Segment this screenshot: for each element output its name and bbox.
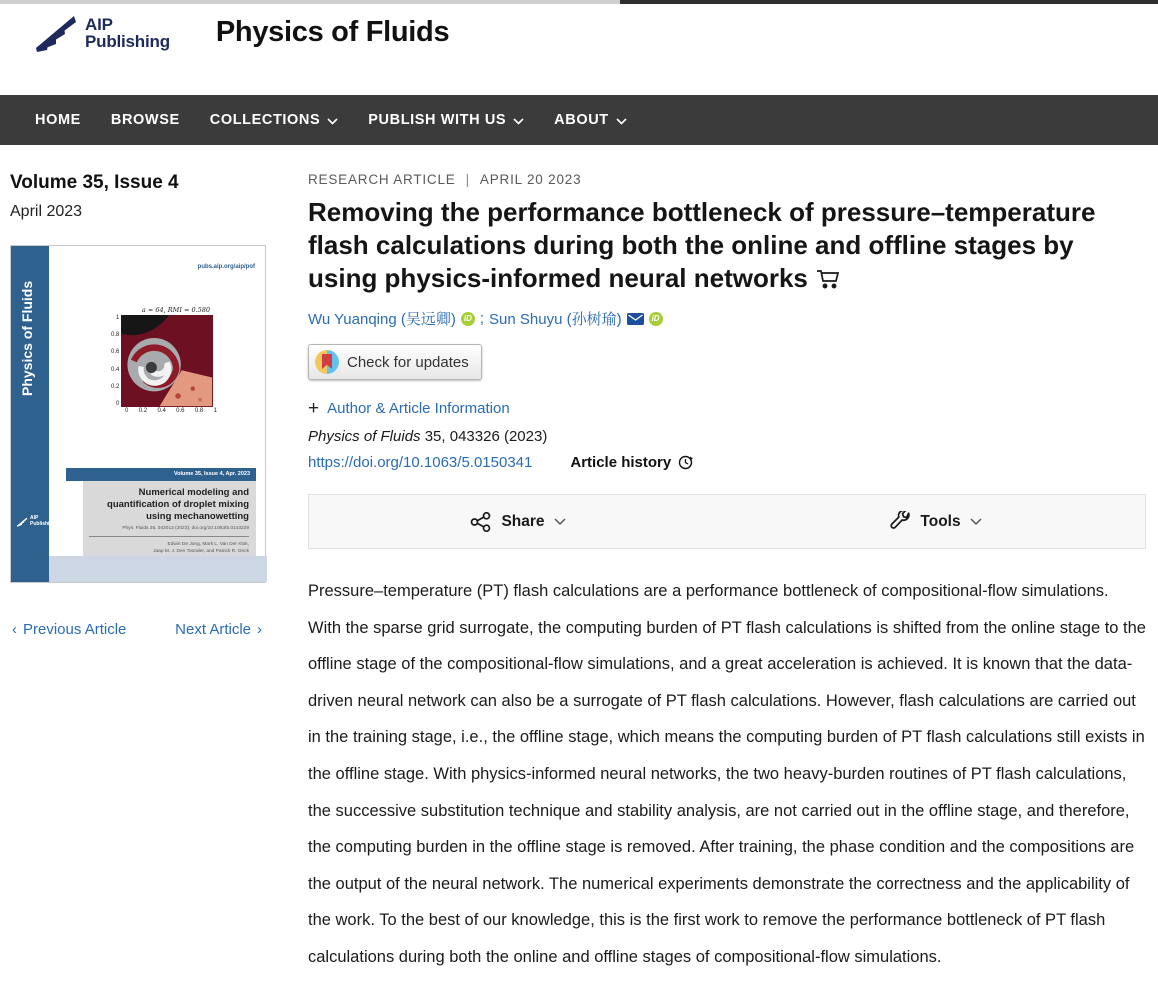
share-button[interactable] <box>309 495 727 548</box>
nav-publish-label: PUBLISH WITH US <box>368 112 507 128</box>
check-for-updates-label: Check for updates <box>347 353 469 371</box>
volume-issue-heading: Volume 35, Issue 4 <box>10 172 179 193</box>
cover-figure-x-axis: 0 0.2 0.4 0.6 0.8 1 <box>125 408 217 414</box>
aip-fan-icon <box>34 14 78 52</box>
journal-title[interactable]: Physics of Fluids <box>215 16 450 48</box>
article-main <box>308 172 1146 976</box>
previous-article-link[interactable] <box>12 621 126 638</box>
clock-icon <box>678 455 693 470</box>
orcid-icon[interactable]: iD <box>461 312 475 326</box>
article-title: Removing the performance bottleneck of pressure–temperature flash calculations during both the online and offline stages by using physics-informed neural networks <box>308 196 1130 298</box>
article-type: RESEARCH ARTICLE <box>308 172 456 187</box>
check-for-updates-button[interactable] <box>308 344 482 380</box>
cover-figure-y-axis: 1 0.8 0.6 0.4 0.2 0 <box>111 315 120 407</box>
aip-publishing-logo[interactable] <box>34 14 170 52</box>
author-list <box>308 308 1146 329</box>
aip-fan-icon <box>16 517 28 527</box>
chevron-down-icon <box>616 118 627 125</box>
cover-featured-authors: Edwin De Jong, Mark L. Van Der Klok, Jaap M. J. Den Toonder, and Patrick R. Onck <box>153 541 249 554</box>
article-pagination <box>10 621 266 638</box>
cover-divider <box>89 536 249 537</box>
cover-journal-name: Physics of Fluids <box>19 280 35 396</box>
nav-home-label: HOME <box>35 112 81 128</box>
wrench-icon <box>890 511 911 532</box>
orcid-icon[interactable]: iD <box>649 312 663 326</box>
add-to-cart-icon[interactable] <box>816 265 840 298</box>
doi-link[interactable]: https://doi.org/10.1063/5.0150341 <box>308 454 533 471</box>
chevron-down-icon <box>970 518 982 526</box>
issue-date: April 2023 <box>10 203 83 220</box>
cover-issue-banner: Volume 35, Issue 4, Apr. 2023 <box>66 468 256 481</box>
author-separator: ; <box>479 310 485 327</box>
cover-featured-article <box>83 481 256 558</box>
share-icon <box>470 512 492 532</box>
crossmark-icon <box>315 350 339 374</box>
author-article-info-toggle[interactable] <box>308 399 1146 418</box>
cover-featured-citation: Phys. Fluids 35, 042013 (2023); doi.org/10.1063/5.0143229 <box>122 525 249 531</box>
next-article-label: Next Article <box>175 621 251 638</box>
cover-site-url: pubs.aip.org/aip/pof <box>197 264 255 270</box>
cover-figure-title: a = 64, RMI = 0.580 <box>141 306 211 314</box>
site-header <box>0 4 1158 95</box>
tools-button[interactable] <box>727 495 1145 548</box>
window-top-strip-left <box>0 0 620 4</box>
window-top-strip-right <box>620 0 1158 4</box>
previous-article-label: Previous Article <box>23 621 127 638</box>
nav-collections-label: COLLECTIONS <box>209 112 321 128</box>
cover-aip-logo <box>16 516 56 527</box>
abstract-text: Pressure–temperature (PT) flash calculations are a performance bottleneck of compositional-flow simulations. With the sparse grid surrogate, the computing burden of PT flash calculations is shifted from the online stage to the offline stage of the compositional-flow simulations, and a great acceleration is achieved. It is known that the data-driven neural network can also be a surrogate of PT flash calculations. However, flash calculations are carried out in the training stage, i.e., the offline stage, which means the computing burden of PT flash calculations still exists in the offline stage. With physics-informed neural networks, the two heavy-burden routines of PT flash calculations, the successive substitution technique and stability analysis, are not carried out in the offline stage, and therefore, the computing burden in the offline stage is removed. After training, the phase condition and the compositions are the output of the neural network. The numerical experiments demonstrate the correctness and the applicability of the work. To the best of our knowledge, this is the first work to remove the performance bottleneck of PT flash calculations during both the online and offline stages of compositional-flow simulations. <box>308 582 1146 966</box>
plus-icon: + <box>308 398 320 419</box>
chevron-down-icon <box>513 118 524 125</box>
email-icon[interactable] <box>627 313 644 325</box>
cover-figure <box>111 306 241 414</box>
author-article-info-label: Author & Article Information <box>327 400 510 417</box>
next-article-link[interactable] <box>175 621 262 638</box>
chevron-down-icon <box>327 118 338 125</box>
author-link-wu-yuanqing[interactable]: Wu Yuanqing (吴远卿) <box>308 311 456 328</box>
doi-row <box>308 454 1146 471</box>
nav-home[interactable] <box>35 112 81 128</box>
nav-publish-with-us[interactable] <box>368 112 524 128</box>
citation-journal-name: Physics of Fluids <box>308 428 421 445</box>
publication-date: APRIL 20 2023 <box>479 172 582 187</box>
cover-figure-plot <box>121 315 213 407</box>
aip-logo-text: AIP Publishing <box>85 14 170 51</box>
citation-volume-pages: 35, 043326 (2023) <box>424 428 548 445</box>
citation-line <box>308 428 1146 445</box>
nav-browse[interactable] <box>111 112 180 128</box>
page-content <box>0 145 1158 976</box>
article-history-label: Article history <box>570 454 672 471</box>
share-tools-bar <box>308 494 1146 549</box>
cover-featured-title: Numerical modeling and quantification of droplet mixing using mechanowetting <box>107 487 249 522</box>
eyebrow-separator: | <box>465 172 470 187</box>
window-top-strip <box>0 0 1158 4</box>
tools-label: Tools <box>920 512 961 530</box>
share-label: Share <box>501 512 545 530</box>
article-eyebrow <box>308 172 1146 187</box>
nav-about[interactable] <box>554 112 627 128</box>
cover-bottom-band <box>49 556 267 582</box>
issue-sidebar <box>10 172 266 976</box>
issue-cover-thumbnail[interactable] <box>10 245 266 583</box>
nav-browse-label: BROWSE <box>110 112 180 128</box>
author-link-sun-shuyu[interactable]: Sun Shuyu (孙树瑜) <box>489 311 622 328</box>
chevron-down-icon <box>554 518 566 526</box>
nav-about-label: ABOUT <box>554 112 609 128</box>
cover-aip-logo-text: AIP Publishing <box>30 515 56 527</box>
chevron-right-icon: › <box>257 621 262 638</box>
nav-collections[interactable] <box>210 112 339 128</box>
article-history-toggle[interactable] <box>570 454 693 471</box>
main-nav <box>0 95 1158 145</box>
chevron-left-icon: ‹ <box>12 621 17 638</box>
